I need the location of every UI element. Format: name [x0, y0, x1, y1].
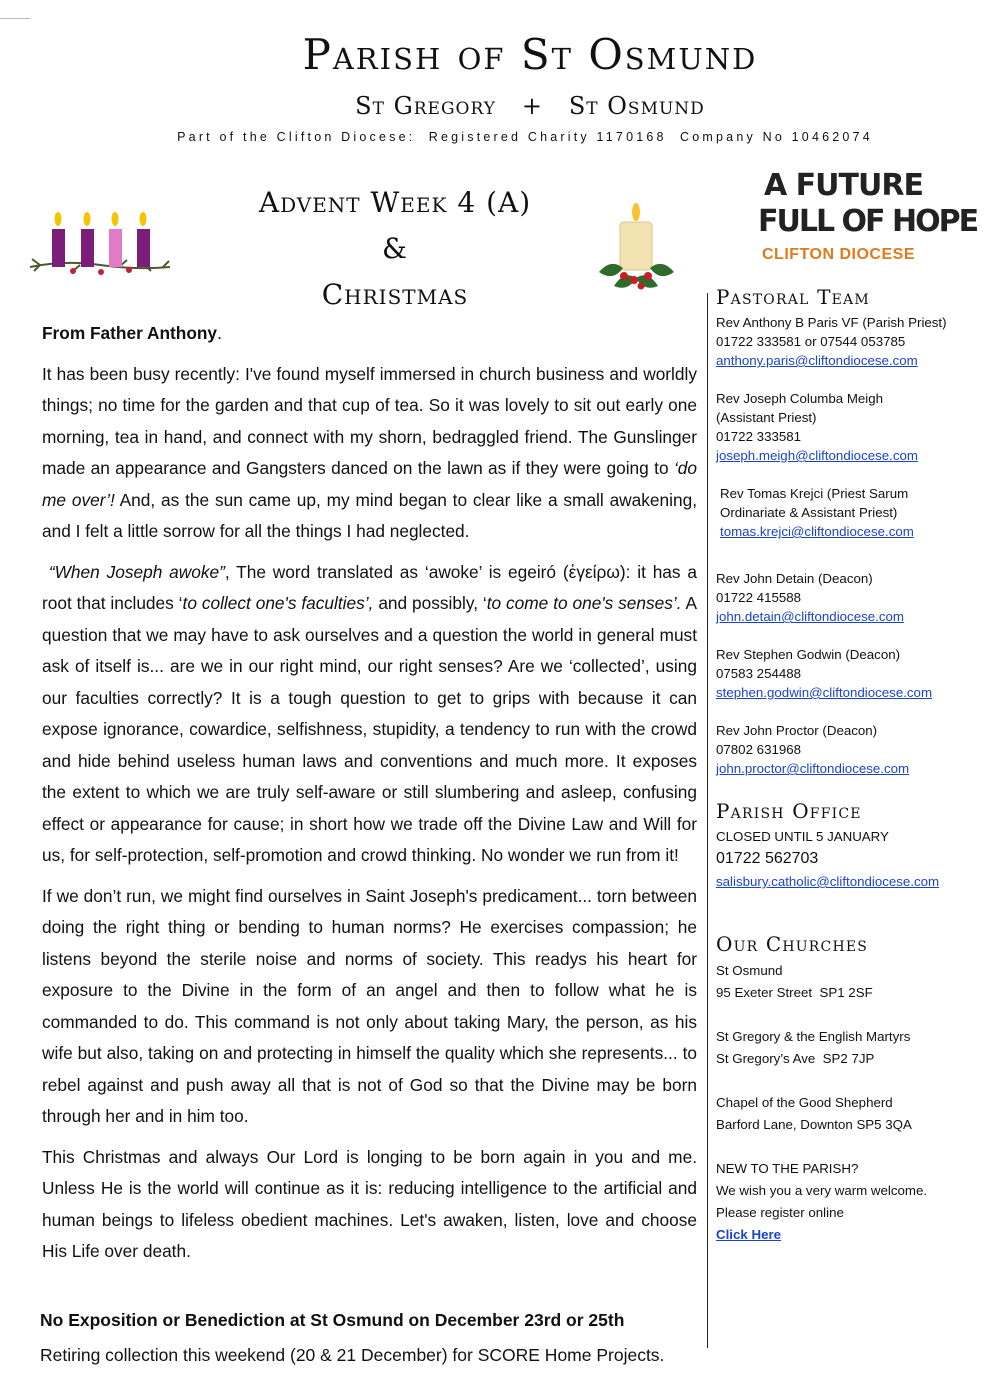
- logo-line2: FULL OF HOPE: [758, 204, 978, 239]
- team-member: [716, 569, 976, 626]
- team-member-email-link[interactable]: john.detain@cliftondiocese.com: [716, 609, 904, 624]
- team-member-phone: 01722 333581 or 07544 053785: [716, 334, 906, 349]
- team-member: [716, 313, 976, 370]
- team-member-email-link[interactable]: anthony.paris@cliftondiocese.com: [716, 353, 918, 368]
- team-member: [716, 721, 976, 778]
- sidebar: [716, 285, 976, 1246]
- week-title-line3: Christmas: [321, 278, 469, 311]
- letter-paragraph-2: “When Joseph awoke”, The word translated as ‘awoke’ is egeiró (ἐγείρω): it has a root that includes ‘to collect one's faculties’, and possibly, ‘to come to one's senses’. A question that we may have to ask ourselves and a question the world in general must ask of itself is... are we in our right mind, our right senses? Are we ‘collected’, using our faculties correctly? It is a tough question to get to grips with because it can expose ignorance, cowardice, selfishness, stupidity, a tendency to run with the crowd and hide behind useless human laws and conventions and much more. It exposes the extent to which we are truly self-aware or still slumbering and asleep, confusing effect or appearance for cause; in short how we trade off the Divine Law and Will for us, for self-protection, self-promotion and crowd thinking. No wonder we run from it!: [42, 561, 698, 865]
- church-name: St Gregory & the English Martyrs: [716, 1029, 911, 1044]
- registration-line: Part of the Clifton Diocese: Registered Charity 1170168 Company No 10462074: [177, 130, 873, 144]
- parish-title: Parish of St Osmund: [302, 30, 758, 79]
- team-member-phone: 07802 631968: [716, 742, 802, 757]
- team-member: [716, 645, 976, 702]
- church-name: Chapel of the Good Shepherd: [716, 1095, 893, 1110]
- team-member-name: Rev John Proctor (Deacon): [716, 723, 878, 738]
- clifton-diocese-logo: [756, 168, 978, 268]
- week-title-line1: Advent Week 4 (A): [258, 186, 532, 219]
- main-letter: [42, 318, 697, 1277]
- team-member-role: (Assistant Priest): [716, 410, 817, 425]
- church-name: St Osmund: [716, 963, 783, 978]
- church-entry: [716, 960, 976, 1004]
- parish-subtitle: St Gregory + St Osmund: [355, 92, 705, 120]
- team-member-phone: 07583 254488: [716, 666, 802, 681]
- team-member-name: Rev Anthony B Paris VF (Parish Priest): [716, 315, 947, 330]
- letter-heading: From Father Anthony.: [42, 323, 222, 343]
- team-member-name: Rev John Detain (Deacon): [716, 571, 873, 586]
- office-email-link[interactable]: salisbury.catholic@cliftondiocese.com: [716, 874, 940, 889]
- church-address: Barford Lane, Downton SP5 3QA: [716, 1117, 912, 1132]
- team-member: [716, 389, 976, 465]
- team-member-name: Rev Stephen Godwin (Deacon): [716, 647, 901, 662]
- new-to-parish-heading: NEW TO THE PARISH?: [716, 1161, 859, 1176]
- sidebar-divider: [707, 293, 708, 1348]
- church-entry: [716, 1026, 976, 1070]
- corner-mark: [0, 18, 30, 19]
- letter-paragraph-1: It has been busy recently: I've found myself immersed in church business and worldly things; no time for the garden and that cup of tea. So it was lovely to sit out early one morning, tea in hand, and connect with my shorn, bedraggled friend. The Gunslinger made an appearance and Gangsters danced on the lawn as if they were going to ‘do me over’! And, as the sun came up, my mind began to clear like a small awakening, and I felt a little sorrow for all the things I had neglected.: [42, 363, 697, 541]
- welcome-block: [716, 1158, 976, 1246]
- welcome-text: We wish you a very warm welcome.: [716, 1183, 928, 1198]
- team-member-email-link[interactable]: stephen.godwin@cliftondiocese.com: [716, 685, 933, 700]
- team-member: [716, 484, 976, 541]
- exposition-notice: No Exposition or Benediction at St Osmund on December 23rd or 25th: [40, 1310, 625, 1330]
- click-here-link[interactable]: Click Here: [716, 1227, 782, 1242]
- logo-line1: A FUTURE: [764, 168, 923, 203]
- office-status: CLOSED UNTIL 5 JANUARY: [716, 829, 889, 844]
- register-text: Please register online: [716, 1205, 844, 1220]
- team-member-name: Rev Joseph Columba Meigh: [716, 391, 884, 406]
- advent-candles-icon: [25, 205, 175, 285]
- team-member-email-link[interactable]: joseph.meigh@cliftondiocese.com: [716, 448, 918, 463]
- pastoral-team-heading: Pastoral Team: [716, 285, 870, 309]
- team-member-name: Rev Tomas Krejci (Priest Sarum: [720, 486, 909, 501]
- week-title: [240, 180, 550, 318]
- team-member-email-link[interactable]: john.proctor@cliftondiocese.com: [716, 761, 910, 776]
- our-churches-heading: Our Churches: [716, 932, 869, 956]
- logo-line3: CLIFTON DIOCESE: [762, 246, 915, 263]
- church-address: 95 Exeter Street SP1 2SF: [716, 985, 873, 1000]
- letter-paragraph-3: If we don’t run, we might find ourselves in Saint Joseph's predicament... torn between doing the right thing or bending to human norms? He exercises compassion; he listens beyond the sterile noise and norms of society. This readys his heart for exposure to the Divine in the form of an angel and then to follow what he is commanded to do. This command is not only about taking Mary, the person, as his wife but also, taking on and protecting in himself the quality which she represents... to rebel against and push away all that is not of God so that the Divine may be born through her and in him too.: [42, 885, 697, 1126]
- office-phone: 01722 562703: [716, 850, 819, 867]
- christmas-candle-icon: [594, 200, 679, 295]
- collection-notice: Retiring collection this weekend (20 & 21 December) for SCORE Home Projects.: [40, 1345, 665, 1365]
- church-entry: [716, 1092, 976, 1136]
- team-member-role: Ordinariate & Assistant Priest): [720, 505, 898, 520]
- church-address: St Gregory’s Ave SP2 7JP: [716, 1051, 875, 1066]
- parish-office-heading: Parish Office: [716, 799, 862, 823]
- week-title-line2: &: [382, 232, 408, 265]
- letter-paragraph-4: This Christmas and always Our Lord is longing to be born again in you and me. Unless He is the world will continue as it is: reducing intelligence to the artificial and human beings to lifeless obedient machines. Let's awaken, listen, love and choose His Life over death.: [42, 1146, 697, 1261]
- team-member-phone: 01722 415588: [716, 590, 802, 605]
- team-member-email-link[interactable]: tomas.krejci@cliftondiocese.com: [720, 524, 914, 539]
- team-member-phone: 01722 333581: [716, 429, 802, 444]
